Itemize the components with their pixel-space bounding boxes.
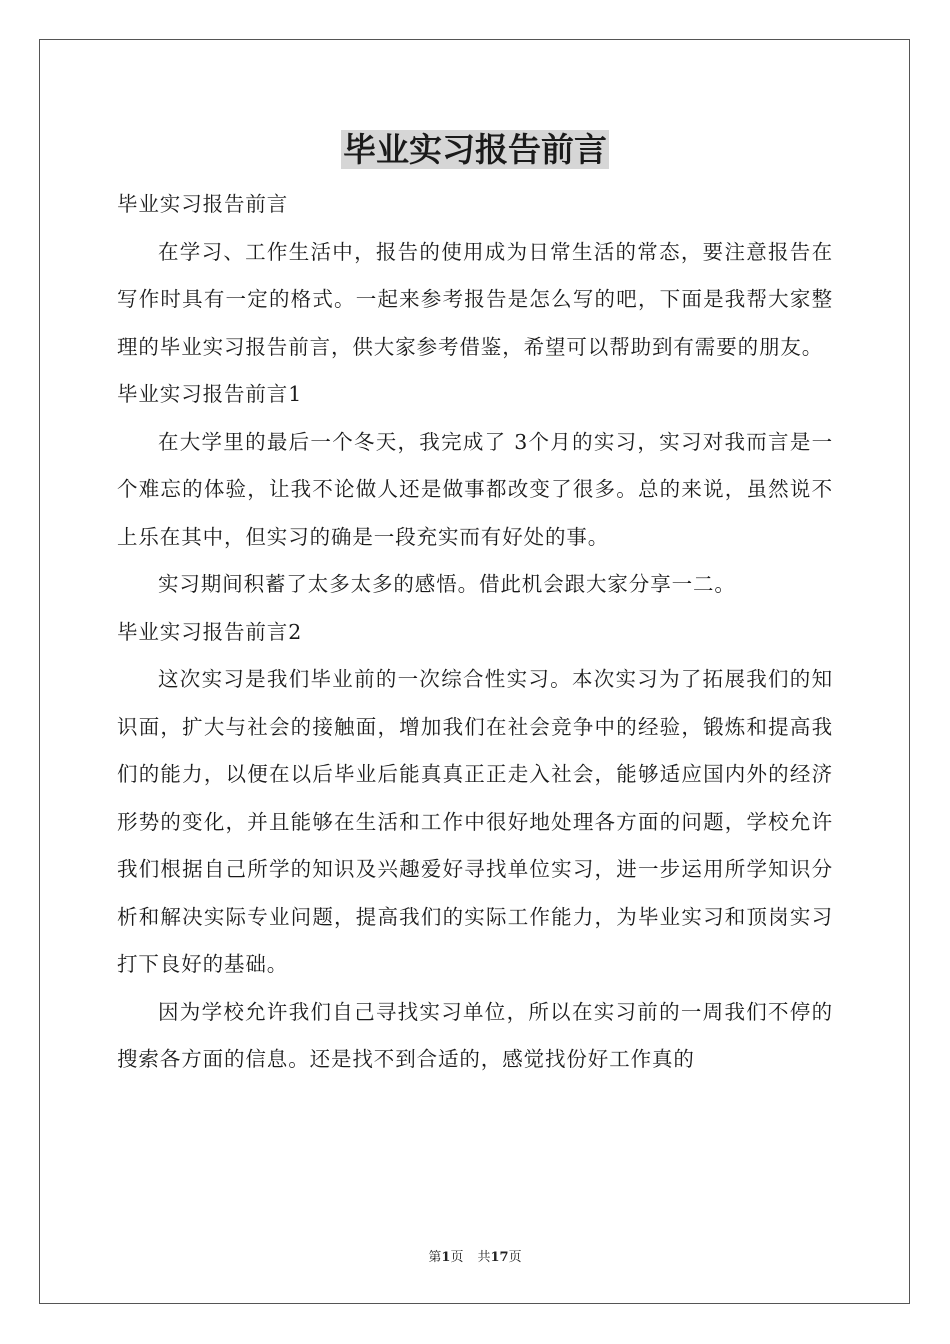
- footer-total-pages: 17: [490, 1250, 509, 1265]
- paragraph: 在大学里的最后一个冬天，我完成了 3个月的实习，实习对我而言是一个难忘的体验，让我不论做人还是做事都改变了很多。总的来说，虽然说不上乐在其中，但实习的确是一段充实而有好处的事。: [117, 429, 833, 549]
- document-title-text: 毕业实习报告前言: [343, 130, 607, 169]
- page-footer: [0, 1249, 950, 1267]
- footer-page-number: 1: [441, 1250, 451, 1265]
- section-heading: 毕业实习报告前言2: [117, 619, 303, 644]
- section-heading: 毕业实习报告前言1: [117, 382, 303, 406]
- paragraph: 在学习、工作生活中，报告的使用成为日常生活的常态，要注意报告在写作时具有一定的格式。一起来参考报告是怎么写的吧，下面是我帮大家整理的毕业实习报告前言，供大家参考借鉴，希望可以帮助到有需要的朋友。: [117, 239, 833, 359]
- document-body: [117, 181, 833, 1084]
- footer-total-suffix: 页: [508, 1250, 522, 1265]
- footer-page-prefix: 第: [428, 1250, 442, 1265]
- paragraph: 因为学校允许我们自己寻找实习单位，所以在实习前的一周我们不停的搜索各方面的信息。还是找不到合适的，感觉找份好工作真的: [117, 999, 833, 1071]
- footer-page-suffix: 页: [450, 1250, 464, 1265]
- footer-total-prefix: 共: [477, 1250, 491, 1265]
- paragraph: 实习期间积蓄了太多太多的感悟。借此机会跟大家分享一二。: [158, 572, 736, 596]
- section-heading: 毕业实习报告前言: [117, 192, 289, 216]
- document-title: [0, 128, 950, 172]
- paragraph: 这次实习是我们毕业前的一次综合性实习。本次实习为了拓展我们的知识面，扩大与社会的接触面，增加我们在社会竞争中的经验，锻炼和提高我们的能力，以便在以后毕业后能真真正正走入社会，能够适应国内外的经济形势的变化，并且能够在生活和工作中很好地处理各方面的问题，学校允许我们根据自己所学的知识及兴趣爱好寻找单位实习，进一步运用所学知识分析和解决实际专业问题，提高我们的实际工作能力，为毕业实习和顶岗实习打下良好的基础。: [117, 667, 833, 976]
